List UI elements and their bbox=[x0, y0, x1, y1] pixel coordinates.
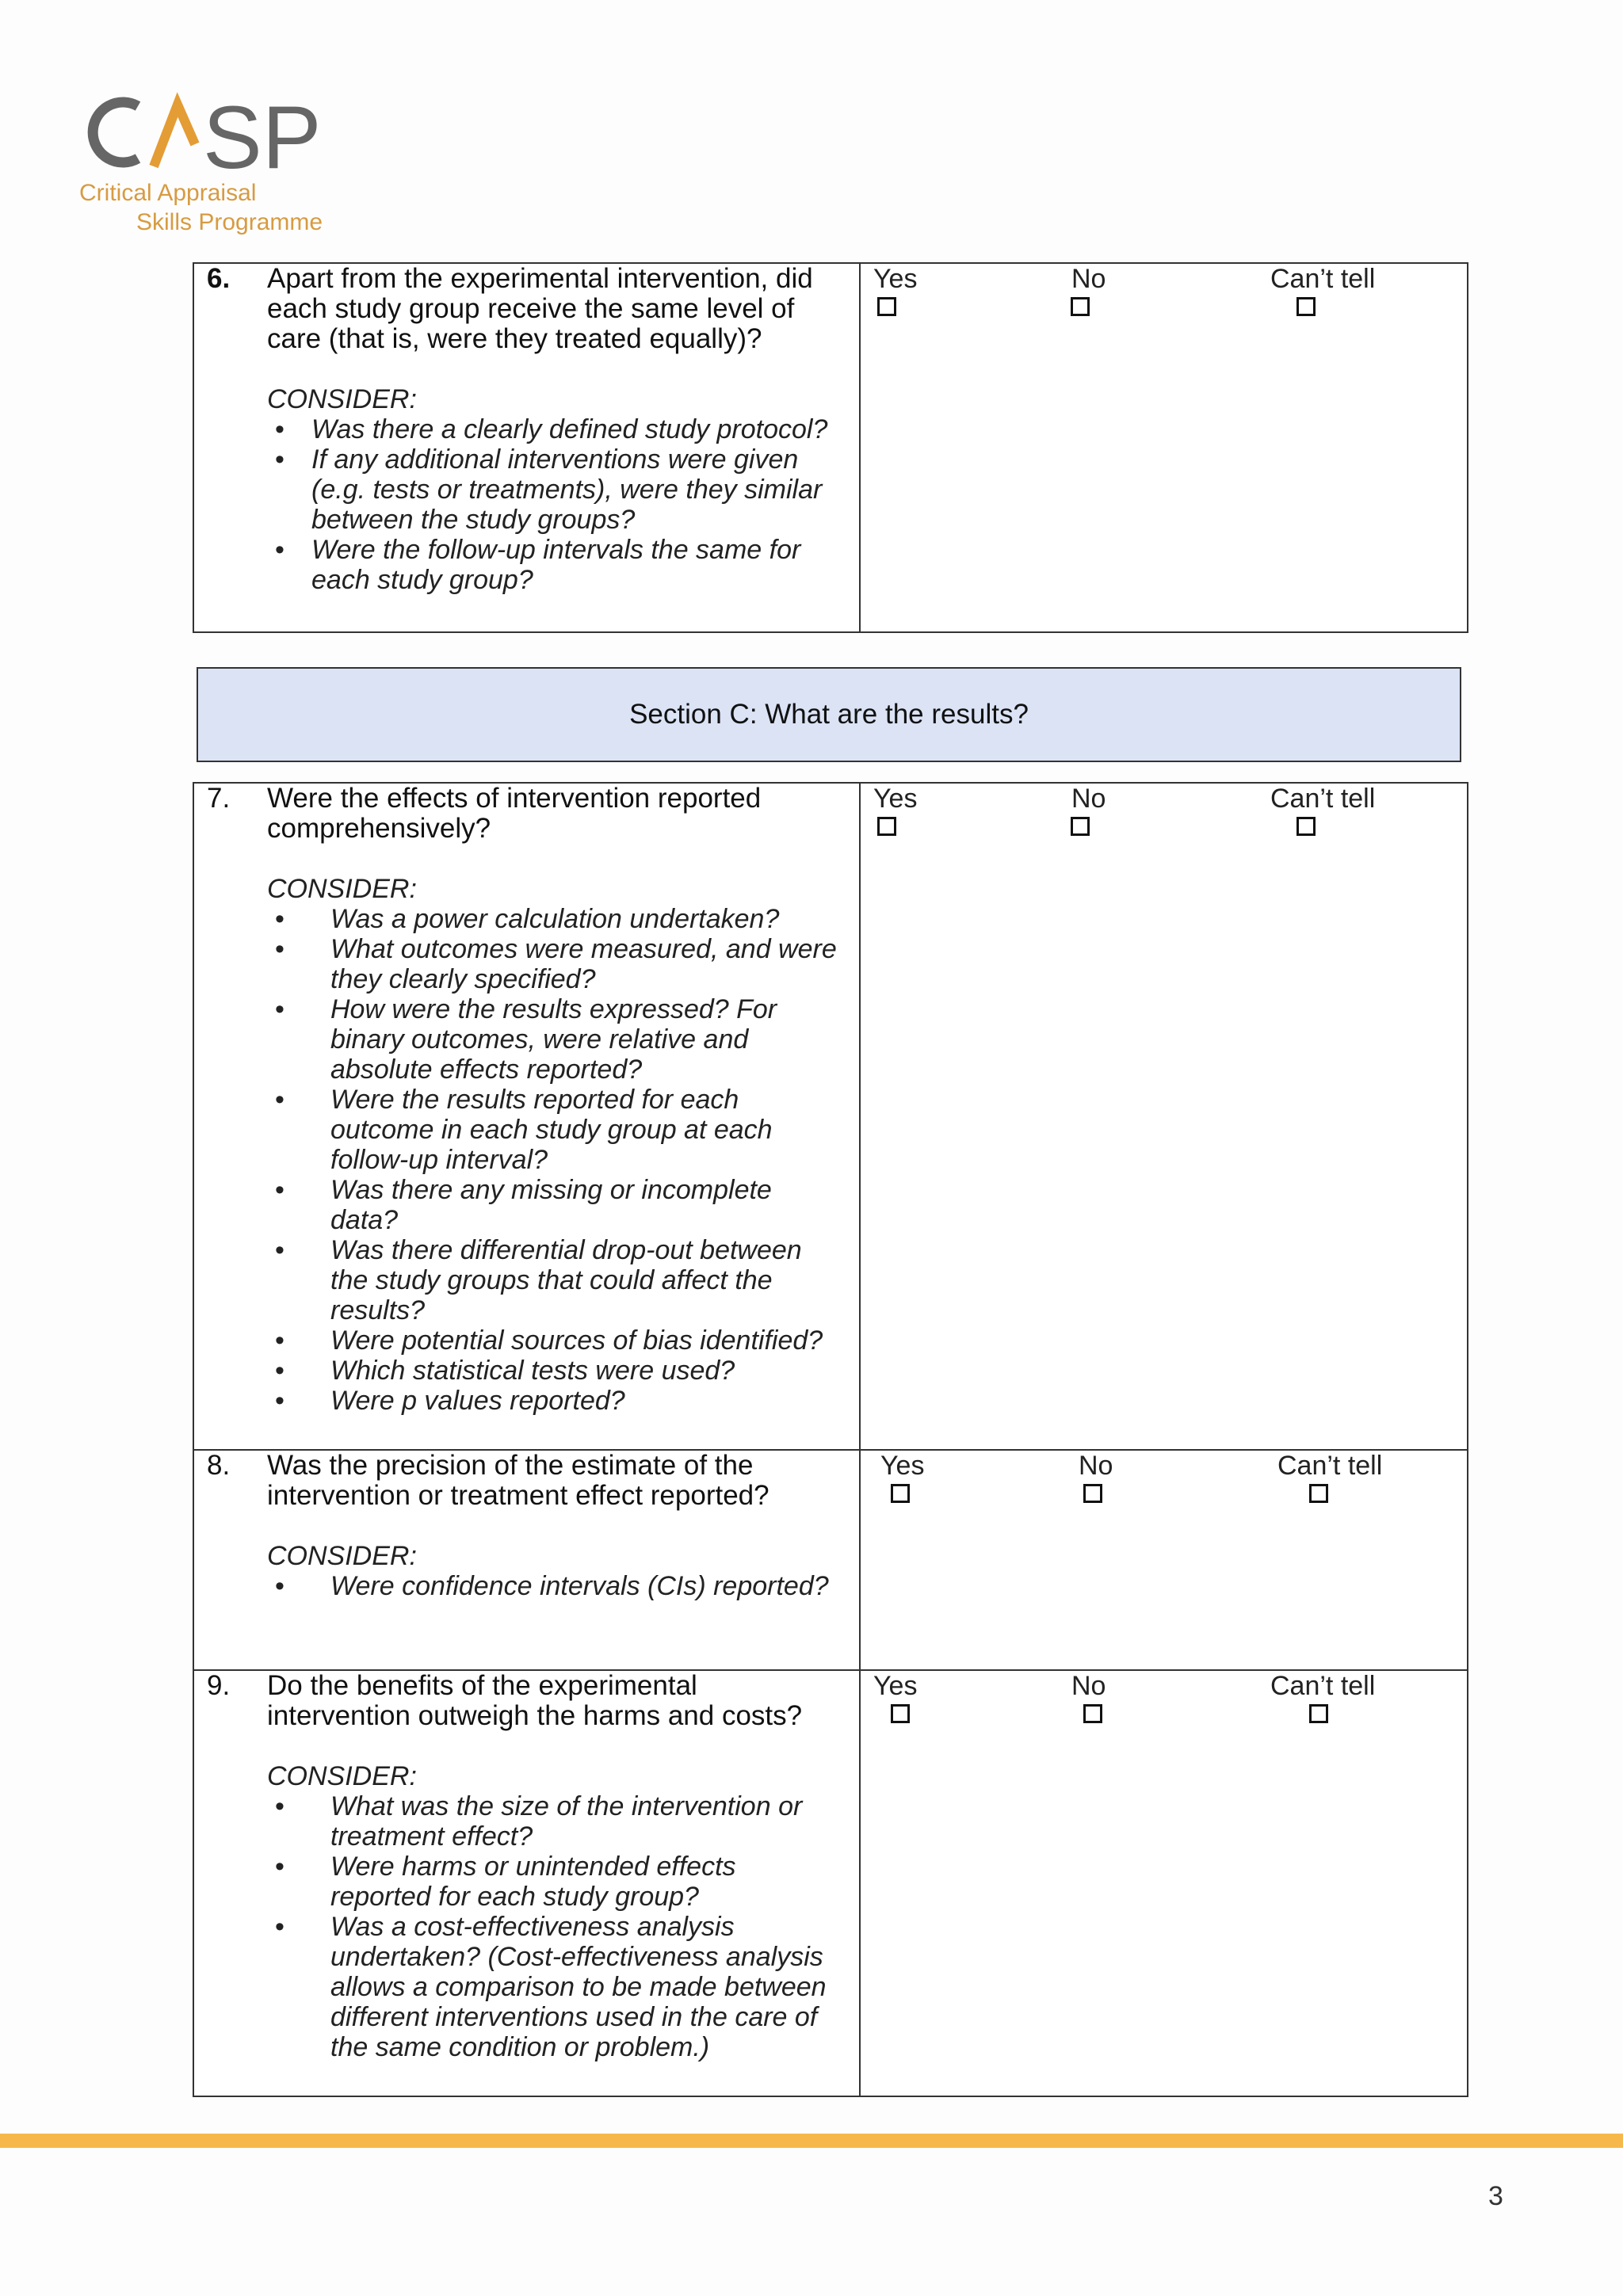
cant-tell-label: Can’t tell bbox=[1270, 1671, 1376, 1701]
no-checkbox[interactable] bbox=[1071, 297, 1090, 316]
yes-checkbox[interactable] bbox=[891, 1484, 910, 1503]
question-number: 8. bbox=[207, 1450, 231, 1481]
logo-letters-sp: SP bbox=[203, 89, 322, 176]
consider-label: CONSIDER: bbox=[267, 874, 417, 904]
cant-tell-checkbox[interactable] bbox=[1309, 1704, 1328, 1723]
question-text: Apart from the experimental intervention, did each study group receive the same level of care (that is, were they treated equally)? bbox=[267, 263, 813, 354]
yes-label: Yes bbox=[880, 1451, 925, 1481]
yes-checkbox[interactable] bbox=[891, 1704, 910, 1723]
page-number: 3 bbox=[1488, 2181, 1503, 2211]
list-item: • What was the size of the intervention or treatment effect? bbox=[275, 1791, 803, 1852]
list-item: • Were potential sources of bias identified? bbox=[275, 1325, 823, 1356]
question-number: 6. bbox=[207, 263, 231, 294]
list-item: • Were the follow-up intervals the same for each study group? bbox=[275, 535, 801, 595]
no-label: No bbox=[1071, 264, 1106, 294]
questions-7-9-table bbox=[193, 782, 1468, 2097]
casp-logo-mark bbox=[76, 89, 330, 176]
cant-tell-label: Can’t tell bbox=[1270, 784, 1376, 814]
question-9-cell bbox=[194, 1671, 861, 2096]
no-label: No bbox=[1079, 1451, 1113, 1481]
list-item: • Were p values reported? bbox=[275, 1386, 625, 1416]
list-item: • What outcomes were measured, and were they clearly specified? bbox=[275, 934, 837, 994]
no-checkbox[interactable] bbox=[1083, 1484, 1102, 1503]
yes-label: Yes bbox=[873, 264, 918, 294]
list-item: • Was a cost-effectiveness analysis undertaken? (Cost-effectiveness analysis allows a comparison to be made between different interventions used in the care of the same condition or problem.) bbox=[275, 1912, 827, 2062]
section-title: Section C: What are the results? bbox=[629, 699, 1029, 730]
question-text: Was the precision of the estimate of the intervention or treatment effect reported? bbox=[267, 1450, 769, 1511]
list-item: • Was a power calculation undertaken? bbox=[275, 904, 780, 934]
casp-logo bbox=[76, 89, 338, 247]
answer-cell bbox=[861, 1671, 1467, 2096]
logo-subtitle-line2: Skills Programme bbox=[136, 209, 323, 235]
cant-tell-label: Can’t tell bbox=[1270, 264, 1376, 294]
logo-subtitle-line1: Critical Appraisal bbox=[79, 180, 257, 206]
yes-label: Yes bbox=[873, 784, 918, 814]
no-checkbox[interactable] bbox=[1071, 817, 1090, 836]
list-item: • Was there differential drop-out between the study groups that could affect the results? bbox=[275, 1235, 802, 1325]
answer-cell bbox=[861, 1451, 1467, 1669]
consider-label: CONSIDER: bbox=[267, 1541, 417, 1571]
yes-checkbox[interactable] bbox=[877, 817, 896, 836]
cant-tell-checkbox[interactable] bbox=[1296, 817, 1316, 836]
list-item: • How were the results expressed? For binary outcomes, were relative and absolute effects reported? bbox=[275, 994, 777, 1085]
no-label: No bbox=[1071, 1671, 1106, 1701]
answer-cell bbox=[861, 784, 1467, 1449]
consider-label: CONSIDER: bbox=[267, 1761, 417, 1791]
question-text: Do the benefits of the experimental intervention outweigh the harms and costs? bbox=[267, 1670, 803, 1731]
question-8-cell bbox=[194, 1451, 861, 1669]
no-label: No bbox=[1071, 784, 1106, 814]
question-7-cell bbox=[194, 784, 861, 1449]
yes-checkbox[interactable] bbox=[877, 297, 896, 316]
consider-label: CONSIDER: bbox=[267, 384, 417, 414]
list-item: • Which statistical tests were used? bbox=[275, 1356, 735, 1386]
footer-bar bbox=[0, 2134, 1623, 2148]
question-number: 7. bbox=[207, 783, 231, 814]
question-6-table bbox=[193, 262, 1468, 633]
question-number: 9. bbox=[207, 1670, 231, 1701]
list-item: • Were confidence intervals (CIs) reported? bbox=[275, 1571, 829, 1601]
yes-label: Yes bbox=[873, 1671, 918, 1701]
cant-tell-checkbox[interactable] bbox=[1296, 297, 1316, 316]
list-item: • Was there a clearly defined study protocol? bbox=[275, 414, 828, 444]
list-item: • If any additional interventions were given (e.g. tests or treatments), were they similar between the study groups? bbox=[275, 444, 823, 535]
answer-cell bbox=[861, 264, 1467, 631]
list-item: • Was there any missing or incomplete data? bbox=[275, 1175, 772, 1235]
question-6-cell bbox=[194, 264, 861, 631]
list-item: • Were the results reported for each outcome in each study group at each follow-up interval? bbox=[275, 1085, 773, 1175]
section-c-header bbox=[197, 667, 1461, 762]
no-checkbox[interactable] bbox=[1083, 1704, 1102, 1723]
cant-tell-label: Can’t tell bbox=[1277, 1451, 1383, 1481]
list-item: • Were harms or unintended effects reported for each study group? bbox=[275, 1852, 736, 1912]
question-text: Were the effects of intervention reported comprehensively? bbox=[267, 783, 762, 844]
cant-tell-checkbox[interactable] bbox=[1309, 1484, 1328, 1503]
